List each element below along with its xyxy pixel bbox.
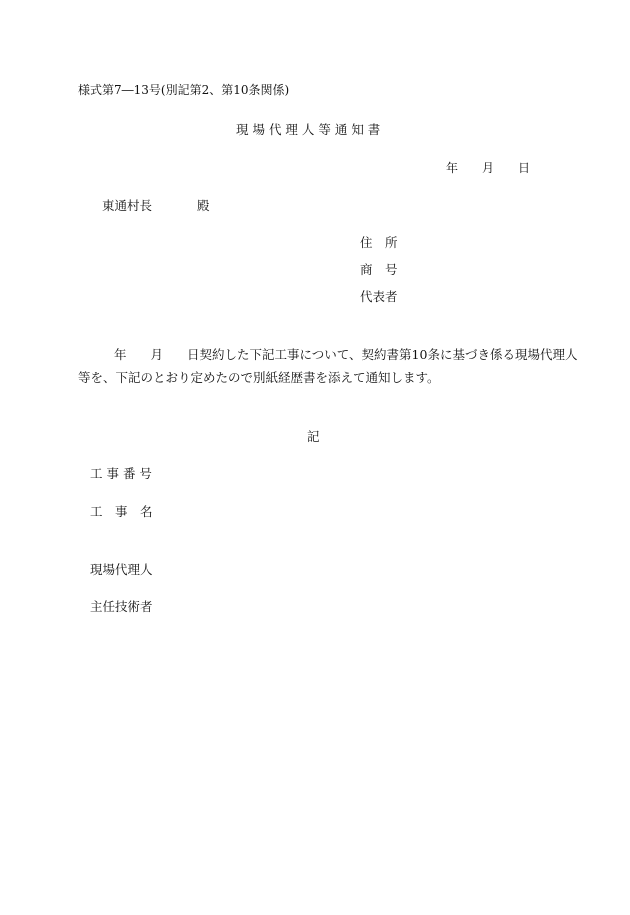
date-line: [446, 162, 530, 174]
body-text-line-2: 等を、下記のとおり定めたので別紙経歴書を添えて通知します。: [78, 370, 440, 385]
addressee-honorific: 殿: [197, 198, 210, 213]
item-chief-engineer: 主任技術者: [90, 599, 153, 614]
body-text-line-1: [114, 349, 594, 362]
addressee: [102, 200, 210, 213]
sender-trade-name-label: 商 号: [360, 262, 398, 277]
date-day: 日: [518, 161, 531, 175]
sender-address-label: 住 所: [360, 235, 398, 250]
addressee-name: 東通村長: [102, 198, 153, 213]
item-construction-name: 工 事 名: [90, 504, 153, 519]
ki-heading: 記: [307, 429, 320, 444]
body-year: 年: [114, 347, 127, 362]
body-month: 月: [150, 347, 164, 362]
form-number: 様式第7―13号(別記第2、第10条関係): [78, 83, 290, 97]
item-site-agent: 現場代理人: [90, 562, 153, 577]
date-year: 年: [446, 161, 459, 175]
sender-representative-label: 代表者: [360, 289, 398, 304]
document-title: 現 場 代 理 人 等 通 知 書: [236, 122, 381, 137]
body-line1-rest: 日契約した下記工事について、契約書第10条に基づき係る現場代理人: [187, 347, 578, 362]
item-construction-number: 工 事 番 号: [90, 466, 152, 481]
date-month: 月: [482, 161, 495, 175]
